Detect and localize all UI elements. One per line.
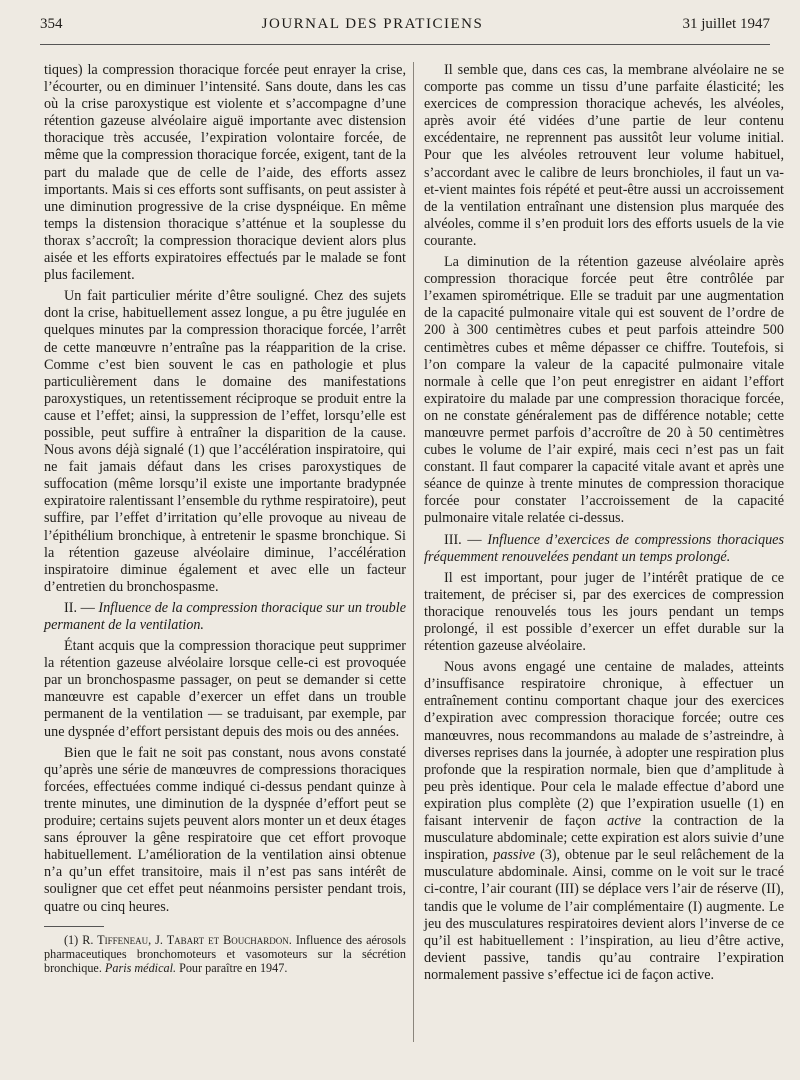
page-number: 354 (40, 16, 63, 32)
paragraph: Un fait particulier mérite d’être souligné. Chez des sujets dont la crise, habituellement assez longue, a pu être jugulée en quelques minutes par la compression thoracique forcée, l’arrêt de cette manœuvre n’entraîne pas la réapparition de la crise. Comme c’est bien souvent le cas en pathologie et plus particulièrement dans le domaine des manifestations paroxystiques, un retentissement réciproque se produit entre la cause et l’effet; ainsi, la suppression de l’effet, lorsqu’elle est possible, peut suffire à entraîner la disparition de la cause. Nous avons déjà signalé (1) que l’accélération inspiratoire, qui ne fait jamais défaut dans les crises paroxystiques de suffocation (même lorsqu’il existe une importante bradypnée expiratoire ralentissant l’ensemble du rythme respiratoire), peut suffire, par l’effet d’irritation qu’elle provoque au niveau de l’épithélium bronchique, à entretenir le spasme bronchique. Si la rétention gazeuse alvéolaire diminue, l’accélération inspiratoire diminue également et avec elle un facteur d’entretien du bronchospasme. (44, 288, 406, 595)
paragraph: Étant acquis que la compression thoracique peut supprimer la rétention gazeuse alvéolaire lorsque celle-ci est provoquée par un bronchospasme passager, on peut se demander si cette manœuvre est capable d’exercer un effet dans un trouble permanent de la ventilation — se traduisant, par exemple, par une dyspnée d’effort persistant depuis des mois ou des années. (44, 638, 406, 740)
page-header (40, 16, 770, 42)
column-divider (413, 62, 414, 1042)
footnote-text: Influence des aérosols pharmaceutiques bronchomoteurs et vasomoteurs sur la sécrétion bronchique. (44, 932, 407, 976)
text-run: (3), obtenue par le seul relâchement de la musculature abdominale. Ainsi, comme on le voit sur le tracé ci-contre, l’air courant (III) se déplace vers l’air de réserve (II), tandis que le volume de l’air complémentaire (I) augmente. Le jeu des musculatures respiratoires devient alors l’inverse de ce qu’il est habituellement : l’inspiration, au lieu d’être active, devient passive, tandis qu’au contraire l’expiration normalement passive s’effectue ici de façon active. (424, 847, 785, 983)
footnote (44, 933, 406, 976)
paragraph (424, 659, 784, 984)
paragraph: Il semble que, dans ces cas, la membrane alvéolaire ne se comporte pas comme un tissu d’une parfaite élasticité; les exercices de compression thoracique achevés, les alvéoles, après avoir été vidées d’une partie de leur contenu excédentaire, ne reprennent pas aussitôt leur volume initial. Pour que les alvéoles retrouvent leur volume habituel, s’accordant avec le calibre de leurs bronchioles, il faut un va-et-vient maintes fois répété et peut-être aussi un accroissement de la ventilation entraînant une distension plus marquée des alvéoles, comme il s’en produit lors des efforts usuels de la vie courante. (424, 62, 784, 249)
section-title: Influence d’exercices de compressions thoraciques fréquemment renouvelées pendant un temps prolongé. (424, 531, 785, 565)
section-heading-2 (44, 600, 406, 634)
section-heading-3 (424, 532, 784, 566)
section-number: III. — (444, 531, 482, 548)
emphasis-passive: passive (493, 847, 535, 864)
footnote-authors: R. Tiffeneau, J. Tabart et Bouchardon. (82, 932, 292, 947)
issue-date: 31 juillet 1947 (682, 16, 770, 32)
footnote-journal: Paris médical. (104, 961, 177, 976)
text-run: Nous avons engagé une centaine de malades, atteints d’insuffisance respiratoire chronique, à effectuer un entraînement continu comportant chaque jour des exercices d’expiration avec compression thoracique forcée; outre ces manœuvres, nous recommandons au malade de s’astreindre, à diverses reprises dans la journée, à adopter une respiration plus profonde que la respiration normale, bien que d’amplitude à peu près identique. Pour cela le malade effectue d’abord une expiration plus complète (2) que l’expiration usuelle (1) en faisant intervenir de façon (424, 659, 784, 830)
paragraph: Il est important, pour juger de l’intérêt pratique de ce traitement, de préciser si, par des exercices de compression thoracique renouvelés tous les jours pendant un temps prolongé, il est possible d’exercer un effet durable sur la rétention gazeuse alvéolaire. (424, 569, 784, 655)
text-run: la contraction de la musculature abdominale; cette expiration est alors suivie d’une inspiration, (424, 813, 785, 864)
emphasis-active: active (607, 813, 642, 830)
paragraph: Bien que le fait ne soit pas constant, nous avons constaté qu’après une série de manœuvres de compressions thoraciques forcées, effectuées comme indiqué ci-dessus pendant quinze à trente minutes, une diminution de la dyspnée d’effort peut se produire; certains sujets peuvent alors monter un et deux étages sans éprouver la gêne respiratoire que cet effort provoque habituellement. L’amélioration de la ventilation ainsi obtenue n’a qu’un effet transitoire, mais il n’est pas sans intérêt de souligner que cet effet peut néanmoins persister pendant trois, quatre ou cinq heures. (44, 744, 406, 915)
footnote-tail: Pour paraître en 1947. (179, 961, 288, 976)
journal-title: JOURNAL DES PRATICIENS (261, 16, 484, 32)
footnote-rule (44, 926, 104, 927)
right-column (424, 62, 784, 988)
paragraph: tiques) la compression thoracique forcée peut enrayer la crise, l’écourter, ou en diminuer l’intensité. Sans doute, dans les cas où la crise paroxystique est violente et s’accompagne d’une rétention gazeuse alvéolaire aiguë importante avec distension thoracique très accusée, l’expiration volontaire forcée, de même que la compression thoracique forcée, exigent, tant de la part du malade que de celle de l’aide, des efforts assez importants. Mais si ces efforts sont suffisants, on peut assister à une diminution progressive de la crise dyspnéique. En même temps la distension thoracique s’atténue et la souplesse du thorax s’accroît; la compression thoracique devient alors plus aisée et les efforts expiratoires effectués par le malade se font plus facilement. (44, 62, 406, 284)
section-number: II. — (64, 599, 95, 616)
section-title: Influence de la compression thoracique sur un trouble permanent de la ventilation. (44, 599, 407, 633)
left-column (44, 62, 406, 980)
paragraph: La diminution de la rétention gazeuse alvéolaire après compression thoracique forcée peut être contrôlée par l’examen spirométrique. Elle se traduit par une augmentation de la capacité pulmonaire vitale qui est souvent de l’ordre de 200 à 300 centimètres cubes et peut parfois atteindre 500 centimètres cubes et même dépasser ce chiffre. Toutefois, si l’on compare la valeur de la capacité pulmonaire vitale normale à celle que l’on peut enregistrer en aidant l’effort expiratoire du malade par une compression thoracique forcée, on ne constate généralement pas de différence notable; cette manœuvre permet parfois d’accroître de 20 à 50 centimètres cubes le volume de l’air expiré, mais ceci n’est pas un fait constant. Il faut comparer la capacité vitale avant et après une séance de quinze à trente minutes de compression thoracique forcée pour constater l’accroissement de la capacité pulmonaire vitale relatée ci-dessus. (424, 254, 784, 527)
footnote-marker: (1) (64, 932, 79, 947)
header-rule (40, 44, 770, 45)
